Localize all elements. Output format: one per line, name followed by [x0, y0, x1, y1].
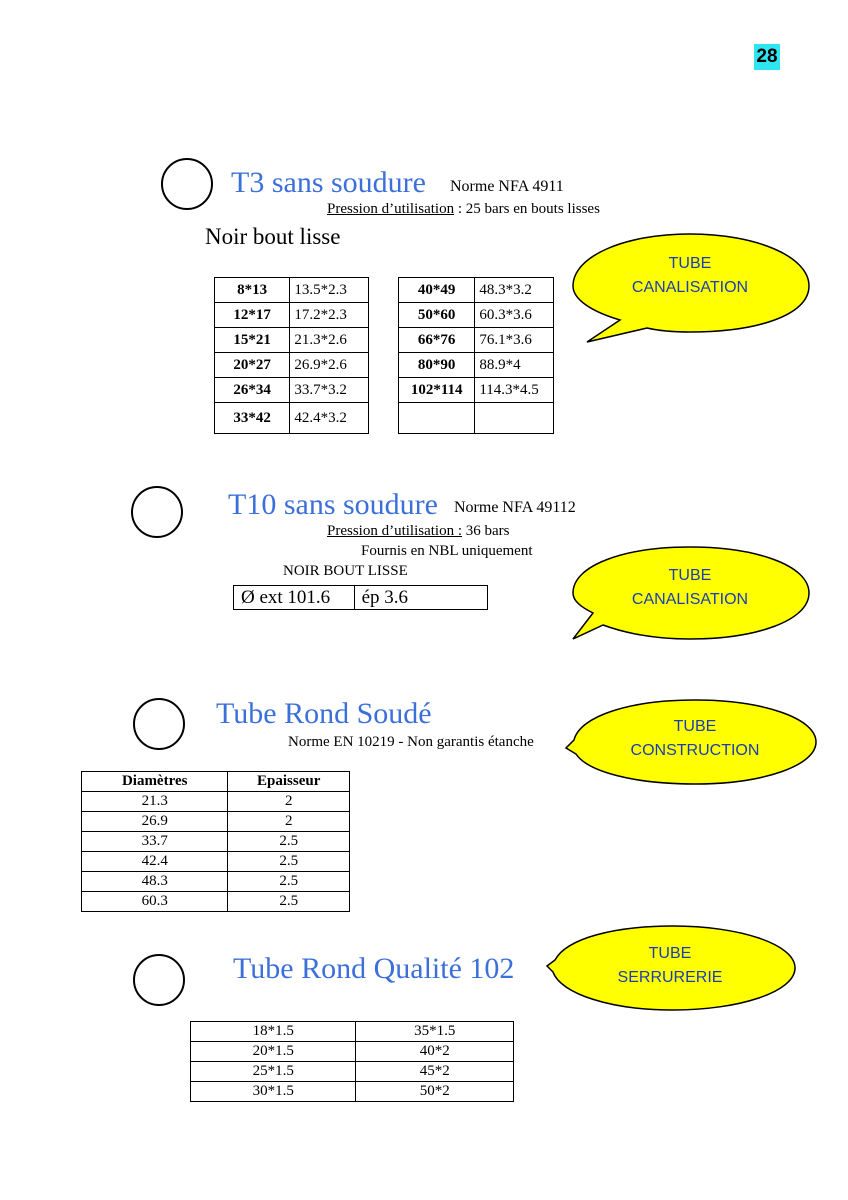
checkbox-circle-rond-soude: [133, 698, 185, 750]
t10-pression-value: 36 bars: [462, 523, 510, 539]
checkbox-circle-qualite: [133, 954, 185, 1006]
table-cell: 42.4*3.2: [290, 403, 369, 434]
t3-pression-label: Pression d’utilisation: [327, 201, 455, 217]
table-cell: 66*76: [399, 328, 475, 353]
bubble-line-2: SERRURERIE: [617, 969, 723, 986]
table-cell: 60.3*3.6: [475, 303, 554, 328]
bubble-line-2: CONSTRUCTION: [630, 742, 760, 759]
table-row: [399, 353, 554, 378]
t10-diam: Ø ext 101.6: [234, 586, 355, 610]
table-row: [399, 403, 554, 434]
bubble-line-2: CANALISATION: [631, 591, 749, 608]
checkbox-circle-t3: [161, 158, 213, 210]
table-row: [215, 328, 369, 353]
table-cell: [475, 403, 554, 434]
t10-pression-label: Pression d’utilisation :: [327, 523, 462, 539]
table-row: [191, 1022, 514, 1042]
table-header-row: [82, 772, 350, 792]
bubble-line-1: TUBE: [668, 255, 712, 272]
t3-title: T3 sans soudure: [231, 166, 426, 199]
table-cell: 20*1.5: [191, 1042, 356, 1062]
table-cell: 2.5: [228, 852, 350, 872]
table-cell: [399, 403, 475, 434]
bubble-line-2: CANALISATION: [631, 279, 749, 296]
t3-pression: [327, 202, 600, 217]
table-cell: 15*21: [215, 328, 290, 353]
table-row: [399, 328, 554, 353]
table-cell: 2.5: [228, 892, 350, 912]
t10-fournis: Fournis en NBL uniquement: [361, 543, 533, 559]
bubble-line-1: TUBE: [668, 567, 712, 584]
table-cell: 18*1.5: [191, 1022, 356, 1042]
t10-ep: ép 3.6: [354, 586, 487, 610]
table-cell: 2: [228, 792, 350, 812]
table-row: [399, 303, 554, 328]
t3-subtitle: Noir bout lisse: [205, 224, 341, 249]
t10-pression: [327, 524, 510, 539]
table-row: [215, 403, 369, 434]
bubble-canalisation-1: [565, 228, 815, 346]
rond-soude-norme: Norme EN 10219 - Non garantis étanche: [288, 734, 534, 750]
bubble-serrurerie: [545, 922, 803, 1018]
rond-soude-title: Tube Rond Soudé: [216, 697, 432, 730]
table-row: [215, 278, 369, 303]
qualite-title: Tube Rond Qualité 102: [233, 952, 515, 985]
table-cell: 2.5: [228, 872, 350, 892]
table-cell: 13.5*2.3: [290, 278, 369, 303]
table-cell: 50*2: [356, 1082, 514, 1102]
table-cell: 20*27: [215, 353, 290, 378]
table-row: [215, 353, 369, 378]
t3-pression-value: : 25 bars en bouts lisses: [454, 201, 600, 217]
table-cell: 42.4: [82, 852, 228, 872]
table-cell: 40*49: [399, 278, 475, 303]
table-cell: 26*34: [215, 378, 290, 403]
table-row: [82, 892, 350, 912]
table-cell: 26.9*2.6: [290, 353, 369, 378]
table-row: [399, 378, 554, 403]
table-cell: 17.2*2.3: [290, 303, 369, 328]
table-cell: 60.3: [82, 892, 228, 912]
checkbox-circle-t10: [131, 486, 183, 538]
table-row: [191, 1042, 514, 1062]
table-row: [215, 303, 369, 328]
bubble-line-1: TUBE: [673, 718, 717, 735]
table-cell: 21.3*2.6: [290, 328, 369, 353]
table-cell: 12*17: [215, 303, 290, 328]
table-cell: 80*90: [399, 353, 475, 378]
table-cell: 33.7*3.2: [290, 378, 369, 403]
table-row: [82, 852, 350, 872]
header-diametres: Diamètres: [82, 772, 228, 792]
t3-table-right: [398, 277, 554, 434]
table-row: [82, 872, 350, 892]
bubble-construction: [560, 696, 822, 791]
table-cell: 30*1.5: [191, 1082, 356, 1102]
table-row: [234, 586, 488, 610]
table-cell: 48.3: [82, 872, 228, 892]
table-cell: 40*2: [356, 1042, 514, 1062]
table-cell: 50*60: [399, 303, 475, 328]
table-cell: 8*13: [215, 278, 290, 303]
table-cell: 26.9: [82, 812, 228, 832]
t10-table: [233, 585, 488, 610]
table-cell: 2.5: [228, 832, 350, 852]
table-cell: 35*1.5: [356, 1022, 514, 1042]
bubble-line-1: TUBE: [648, 945, 692, 962]
table-cell: 114.3*4.5: [475, 378, 554, 403]
table-cell: 33*42: [215, 403, 290, 434]
bubble-canalisation-2: [565, 541, 815, 653]
table-cell: 25*1.5: [191, 1062, 356, 1082]
rond-soude-table: [81, 771, 350, 912]
table-cell: 33.7: [82, 832, 228, 852]
table-row: [191, 1062, 514, 1082]
table-cell: 88.9*4: [475, 353, 554, 378]
header-epaisseur: Epaisseur: [228, 772, 350, 792]
t10-title: T10 sans soudure: [228, 488, 438, 521]
table-cell: 21.3: [82, 792, 228, 812]
table-cell: 45*2: [356, 1062, 514, 1082]
table-row: [82, 832, 350, 852]
table-cell: 48.3*3.2: [475, 278, 554, 303]
table-row: [215, 378, 369, 403]
t10-norme: Norme NFA 49112: [454, 499, 576, 516]
table-cell: 102*114: [399, 378, 475, 403]
qualite-table: [190, 1021, 514, 1102]
t3-table-left: [214, 277, 369, 434]
table-cell: 2: [228, 812, 350, 832]
table-row: [399, 278, 554, 303]
table-row: [191, 1082, 514, 1102]
t10-subtitle: NOIR BOUT LISSE: [283, 563, 408, 579]
table-row: [82, 812, 350, 832]
page-number: 28: [754, 44, 780, 70]
table-cell: 76.1*3.6: [475, 328, 554, 353]
table-row: [82, 792, 350, 812]
t3-norme: Norme NFA 4911: [450, 178, 564, 195]
